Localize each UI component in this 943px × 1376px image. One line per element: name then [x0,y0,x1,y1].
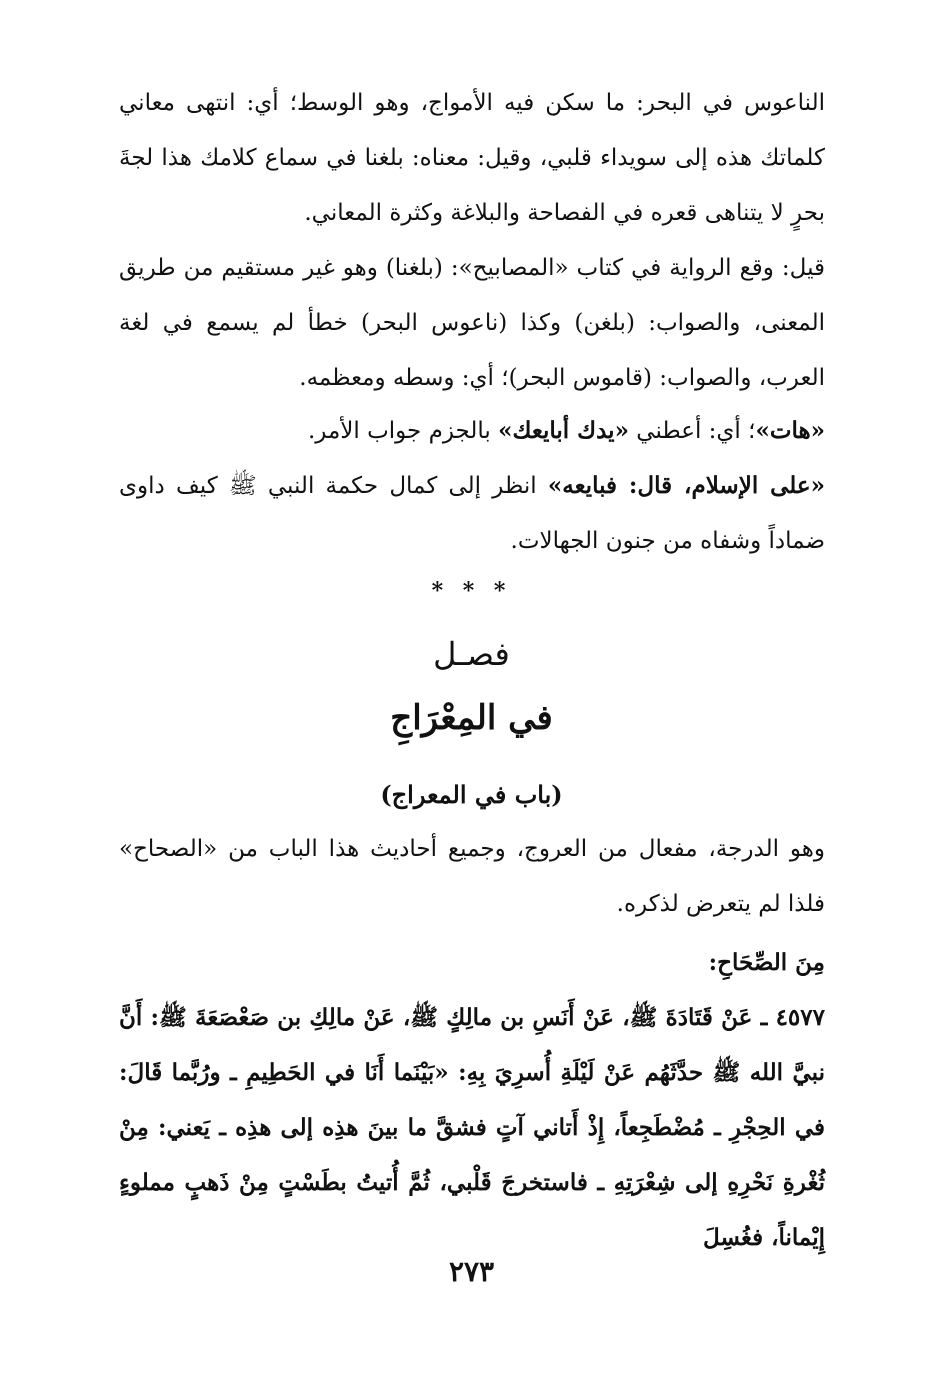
commentary-text: ؛ أي: أعطني [628,418,756,444]
hadith-line: الحِجْرِ ـ مُضْطَجِعاً، إِذْ أَتاني آتٍ فشقَّ ما بينَ هذِه إلى هذِه ـ يَعني: مِنْ ثُغْرةِ نَحْرِهِ [119,1114,825,1196]
subheading-min-sihah [119,935,825,990]
paragraph-masabih-note [119,241,825,406]
section-separator: * * * [431,578,512,604]
hadith-line: ٤٥٧٧ ـ عَنْ قَتَادَةَ ﷺ، عَنْ أَنَسِ بن مالِكٍ ﷺ، عَنْ مالِكِ بن صَعْصَعَةَ ﷺ: [150,1004,825,1031]
commentary-text: انظر إلى كمال حكمة النبي ﷺ كيف داوى ضماداً وشفاه من جنون الجهالات. [119,473,825,554]
quoted-term: «هات» [755,417,825,444]
text-line: الناعوس في البحر: ما سكن فيه الأمواج، وهو الوسط؛ أي: انتهى معاني [119,90,825,116]
chapter-title: في المِعْرَاجِ [390,698,553,738]
commentary-text: بالجزم جواب الأمر. [307,418,499,444]
paragraph-naous-explanation [119,76,825,241]
subheading-text: مِنَ الصِّحَاحِ: [708,949,825,976]
bab-title: (باب في المعراج) [380,780,563,809]
quoted-term: «على الإسلام، قال: فبايعه» [547,472,826,499]
commentary-text: وهو الدرجة، مفعال من العروج، وجميع أحاديث هذا الباب من «الصحاح» فلذا لم يتعرض لذكره. [119,836,825,917]
text-line: العرب، والصواب: (قاموس البحر)؛ أي: وسطه ومعظمه. [299,365,825,391]
section-label: فصـل [433,635,510,673]
quoted-term: «يدك أبايعك» [498,417,629,444]
hadith-4577 [119,990,825,1265]
hadith-line: إلى شِعْرَتِهِ ـ فاستخرجَ قَلْبي، ثُمَّ أُتيتُ بطَسْتٍ مِنْ ذَهبٍ مملوءٍ إِيْماناً، فغُسِلَ [119,1169,825,1251]
text-line: قيل: وقع الرواية في كتاب «المصابيح»: (بلغنا) وهو غير مستقيم من [183,255,826,281]
page-number: ٢٧٣ [448,1255,495,1288]
paragraph-miraj-definition [119,822,825,932]
paragraph-hat-explanation [119,403,825,459]
paragraph-islam-explanation [119,458,825,569]
hadith-line: أَنَّ نبيَّ الله ﷺ حدَّثَهُم عَنْ لَيْلَةِ أُسرِيَ بِهِ: «بَيْنَما أَنَا في الحَطِيمِ ـ ورُبَّما قَالَ: في [119,1004,825,1141]
text-line: بحرٍ لا يتناهى قعره في الفصاحة والبلاغة وكثرة المعاني. [304,200,825,226]
text-line: كلماتك هذه إلى سويداء قلبي، وقيل: معناه: بلغنا في سماع كلامك هذا لجةَ [119,145,825,171]
text-line: طريق المعنى، والصواب: (بلغن) وكذا (ناعوس البحر) خطأ لم يسمع في لغة [119,255,825,336]
